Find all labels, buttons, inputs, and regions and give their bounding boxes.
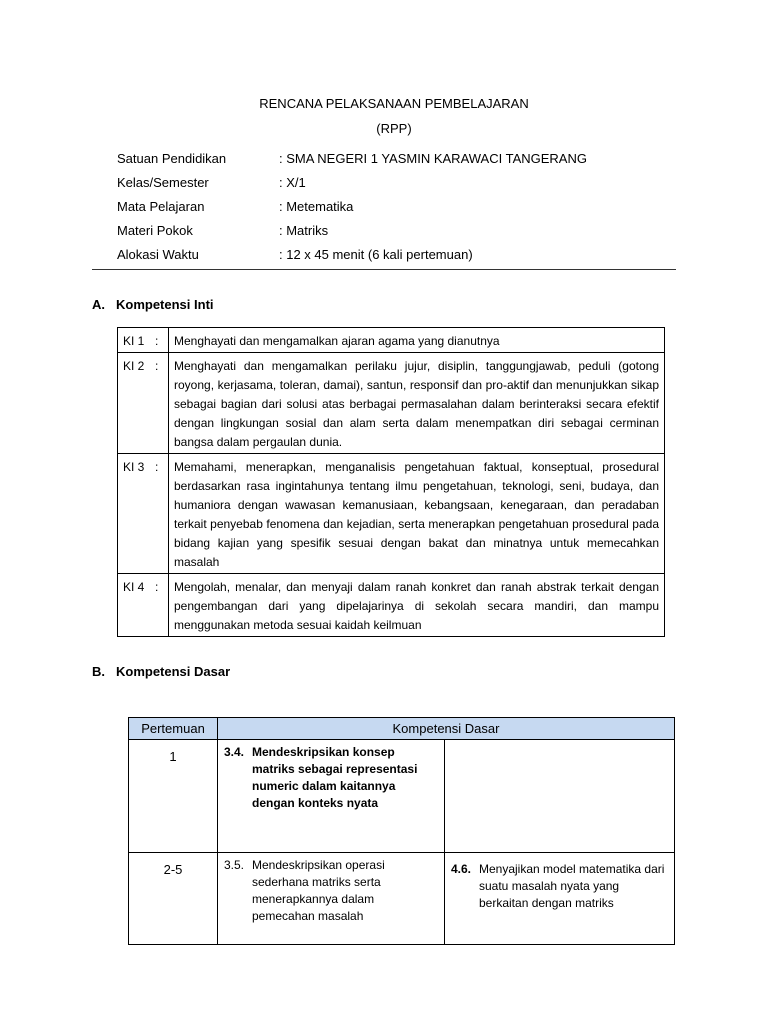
ki-code: KI 4 xyxy=(118,574,154,637)
ki-text: Memahami, menerapkan, menganalisis pengetahuan faktual, konseptual, prosedural berdasarkan rasa ingintahunya tentang ilmu pengetahuan, teknologi, seni, budaya, dan humaniora dengan wawasan kemanusiaan, kebangsaan, kenegaraan, dan peradaban terkait penyebab fenomena dan kejadian, serta menerapkan pengetahuan prosedural pada bidang kajian yang spesifik sesuai dengan bakat dan minatnya untuk memecahkan masalah xyxy=(169,454,665,574)
ki-colon: : xyxy=(153,574,169,637)
kompetensi-inti-table xyxy=(117,327,665,637)
section-number: B. xyxy=(92,664,105,679)
kd-number: 4.6. xyxy=(451,862,472,876)
ki-colon: : xyxy=(153,454,169,574)
identity-row xyxy=(117,223,587,247)
kd-cell xyxy=(445,740,675,853)
table-header-row xyxy=(129,718,675,740)
section-number: A. xyxy=(92,297,105,312)
section-title: Kompetensi Inti xyxy=(116,297,214,312)
section-b-heading xyxy=(92,664,230,679)
identity-value: : X/1 xyxy=(279,175,306,190)
ki-code: KI 2 xyxy=(118,353,154,454)
kd-text: Menyajikan model matematika dari suatu masalah nyata yang berkaitan dengan matriks xyxy=(479,862,665,910)
identity-row xyxy=(117,175,587,199)
ki-text: Mengolah, menalar, dan menyaji dalam ranah konkret dan ranah abstrak terkait dengan pengembangan dari yang dipelajarinya di sekolah secara mandiri, dan mampu menggunakan metoda sesuai kaidah keilmuan xyxy=(169,574,665,637)
kd-cell xyxy=(218,853,445,945)
identity-row xyxy=(117,247,587,271)
identity-value: : 12 x 45 menit (6 kali pertemuan) xyxy=(279,247,473,262)
header-divider xyxy=(92,269,676,270)
ki-code: KI 3 xyxy=(118,454,154,574)
kd-number: 3.5. xyxy=(224,858,245,872)
table-row xyxy=(118,454,665,574)
ki-colon: : xyxy=(153,353,169,454)
identity-label: Satuan Pendidikan xyxy=(117,151,227,166)
section-title: Kompetensi Dasar xyxy=(116,664,231,679)
identity-value: : Matriks xyxy=(279,223,329,238)
table-row xyxy=(129,853,675,945)
table-row xyxy=(118,574,665,637)
section-a-heading xyxy=(92,297,214,312)
table-row xyxy=(118,353,665,454)
kd-item xyxy=(218,853,444,929)
kd-item xyxy=(218,740,444,816)
kd-text: Mendeskripsikan operasi sederhana matriks serta menerapkannya dalam pemecahan masalah xyxy=(252,858,385,923)
identity-block xyxy=(117,151,587,271)
identity-row xyxy=(117,199,587,223)
identity-label: Materi Pokok xyxy=(117,223,193,238)
column-header-kompetensi: Kompetensi Dasar xyxy=(218,718,675,740)
pertemuan-cell: 2-5 xyxy=(129,853,218,945)
document-subtitle: (RPP) xyxy=(376,121,412,136)
kd-cell xyxy=(445,853,675,945)
document-title: RENCANA PELAKSANAAN PEMBELAJARAN xyxy=(259,96,529,111)
column-header-pertemuan: Pertemuan xyxy=(129,718,218,740)
table-row xyxy=(118,328,665,353)
ki-text: Menghayati dan mengamalkan perilaku jujur, disiplin, tanggungjawab, peduli (gotong royong, kerjasama, toleran, damai), santun, responsif dan pro-aktif dan menunjukkan sikap sebagai bagian dari solusi atas berbagai permasalahan dalam berinteraksi secara efektif dengan lingkungan sosial dan alam serta dalam menempatkan diri sebagai cerminan bangsa dalam pergaulan dunia. xyxy=(169,353,665,454)
kd-text: Mendeskripsikan konsep matriks sebagai representasi numeric dalam kaitannya dengan konteks nyata xyxy=(252,745,418,810)
identity-label: Kelas/Semester xyxy=(117,175,209,190)
identity-row xyxy=(117,151,587,175)
kd-item xyxy=(445,853,674,916)
table-row xyxy=(129,740,675,853)
ki-code: KI 1 xyxy=(118,328,154,353)
pertemuan-cell: 1 xyxy=(129,740,218,853)
ki-text: Menghayati dan mengamalkan ajaran agama yang dianutnya xyxy=(169,328,665,353)
kd-cell xyxy=(218,740,445,853)
identity-value: : Metematika xyxy=(279,199,354,214)
kompetensi-dasar-table xyxy=(128,717,675,945)
identity-label: Mata Pelajaran xyxy=(117,199,205,214)
ki-colon: : xyxy=(153,328,169,353)
kd-number: 3.4. xyxy=(224,745,245,759)
identity-value: : SMA NEGERI 1 YASMIN KARAWACI TANGERANG xyxy=(279,151,587,166)
identity-label: Alokasi Waktu xyxy=(117,247,199,262)
